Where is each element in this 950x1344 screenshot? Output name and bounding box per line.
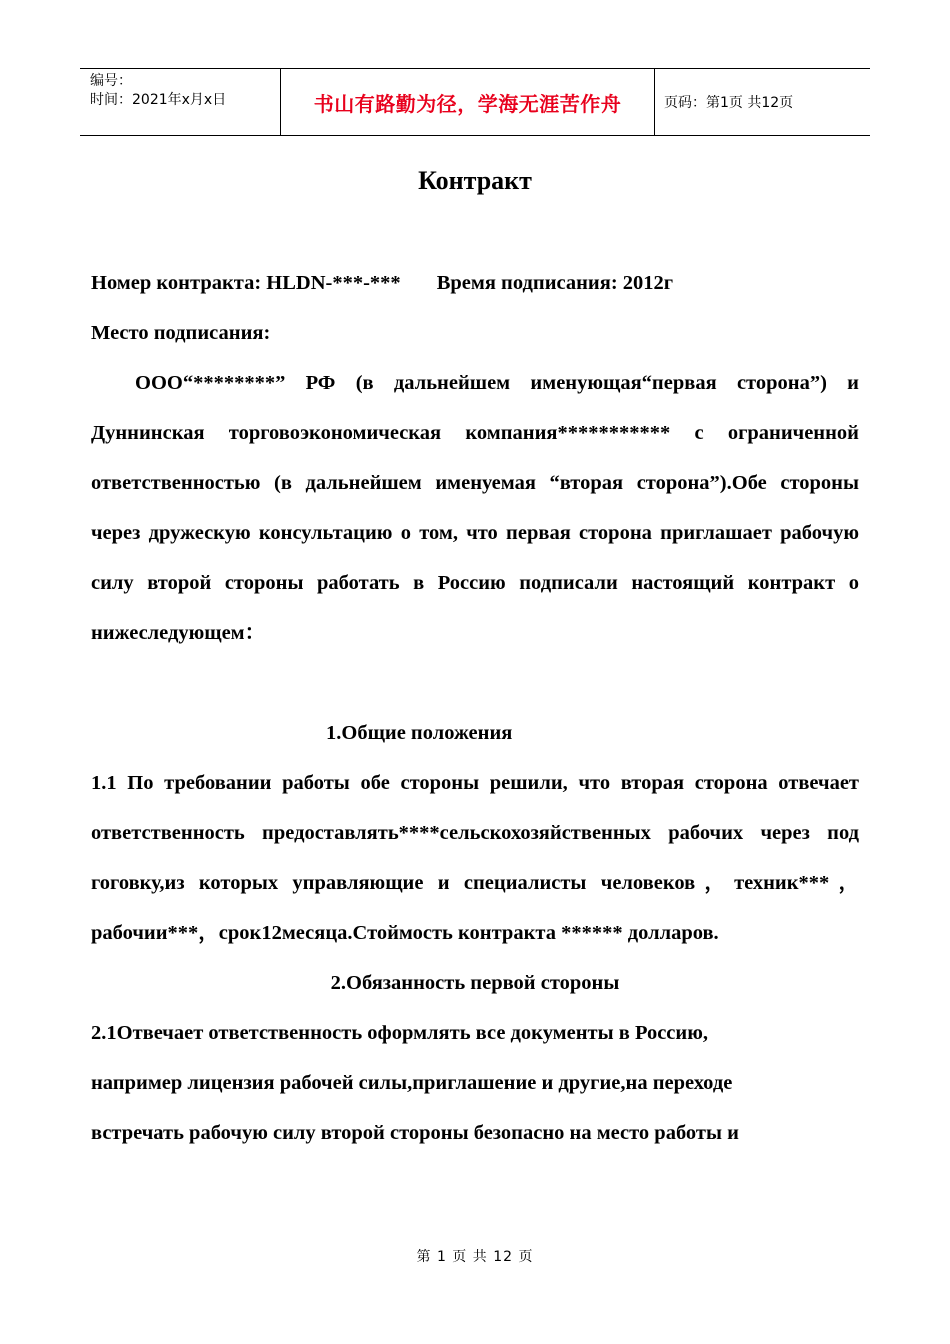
clause-2-1-line-2: например лицензия рабочей силы,приглашение и другие,на переходе [91,1072,733,1094]
signing-place: Место подписания: [91,322,271,344]
section-1-heading: 1.Общие положения [326,722,513,744]
header-time-label: 时间：2021年x月x日 [90,92,227,108]
document-title: Контракт [418,166,532,195]
page-footer: 第 1 页 共 12 页 [416,1249,534,1265]
contract-meta-line [91,258,859,308]
contract-number: Номер контракта: HLDN-***-*** [91,272,401,294]
spacer [91,658,859,708]
section-2-heading: 2.Обязанность первой стороны [330,972,620,994]
header-page-info: 页码：第1页 共12页 [664,95,794,111]
page-header [80,68,870,136]
clause-2-1-line-1: 2.1Отвечает ответственность оформлять все документы в Россию, [91,1022,709,1044]
signing-time: Время подписания: 2012г [436,272,674,294]
header-number-label: 编号： [90,73,132,89]
intro-paragraph: ООО“********” РФ (в дальнейшем именующая“первая сторона”) и Дуннинская торговоэкономическая компания*********** с ограниченной ответственностью (в дальнейшем именуемая “вторая сторона”).Обе стороны через дружескую консультацию о том, что первая сторона приглашает рабочую силу второй стороны работать в Россию подписали настоящий контракт о нижеследующем： [91,372,859,644]
clause-2-1-line-3: встречать рабочую силу второй стороны безопасно на место работы и [91,1122,739,1144]
clause-1-1: 1.1 По требовании работы обе стороны решили, что вторая сторона отвечает ответственность предоставлять****сельскохозяйственных рабочих через под гоговку,из которых управляющие и специалисты человеков，техник***，рабочии***，срок12месяца.Стоймость контракта ****** долларов. [91,772,859,944]
header-motto: 书山有路勤为径，学海无涯苦作舟 [281,69,655,135]
header-meta-cell [80,69,281,135]
document-body [91,258,859,1158]
